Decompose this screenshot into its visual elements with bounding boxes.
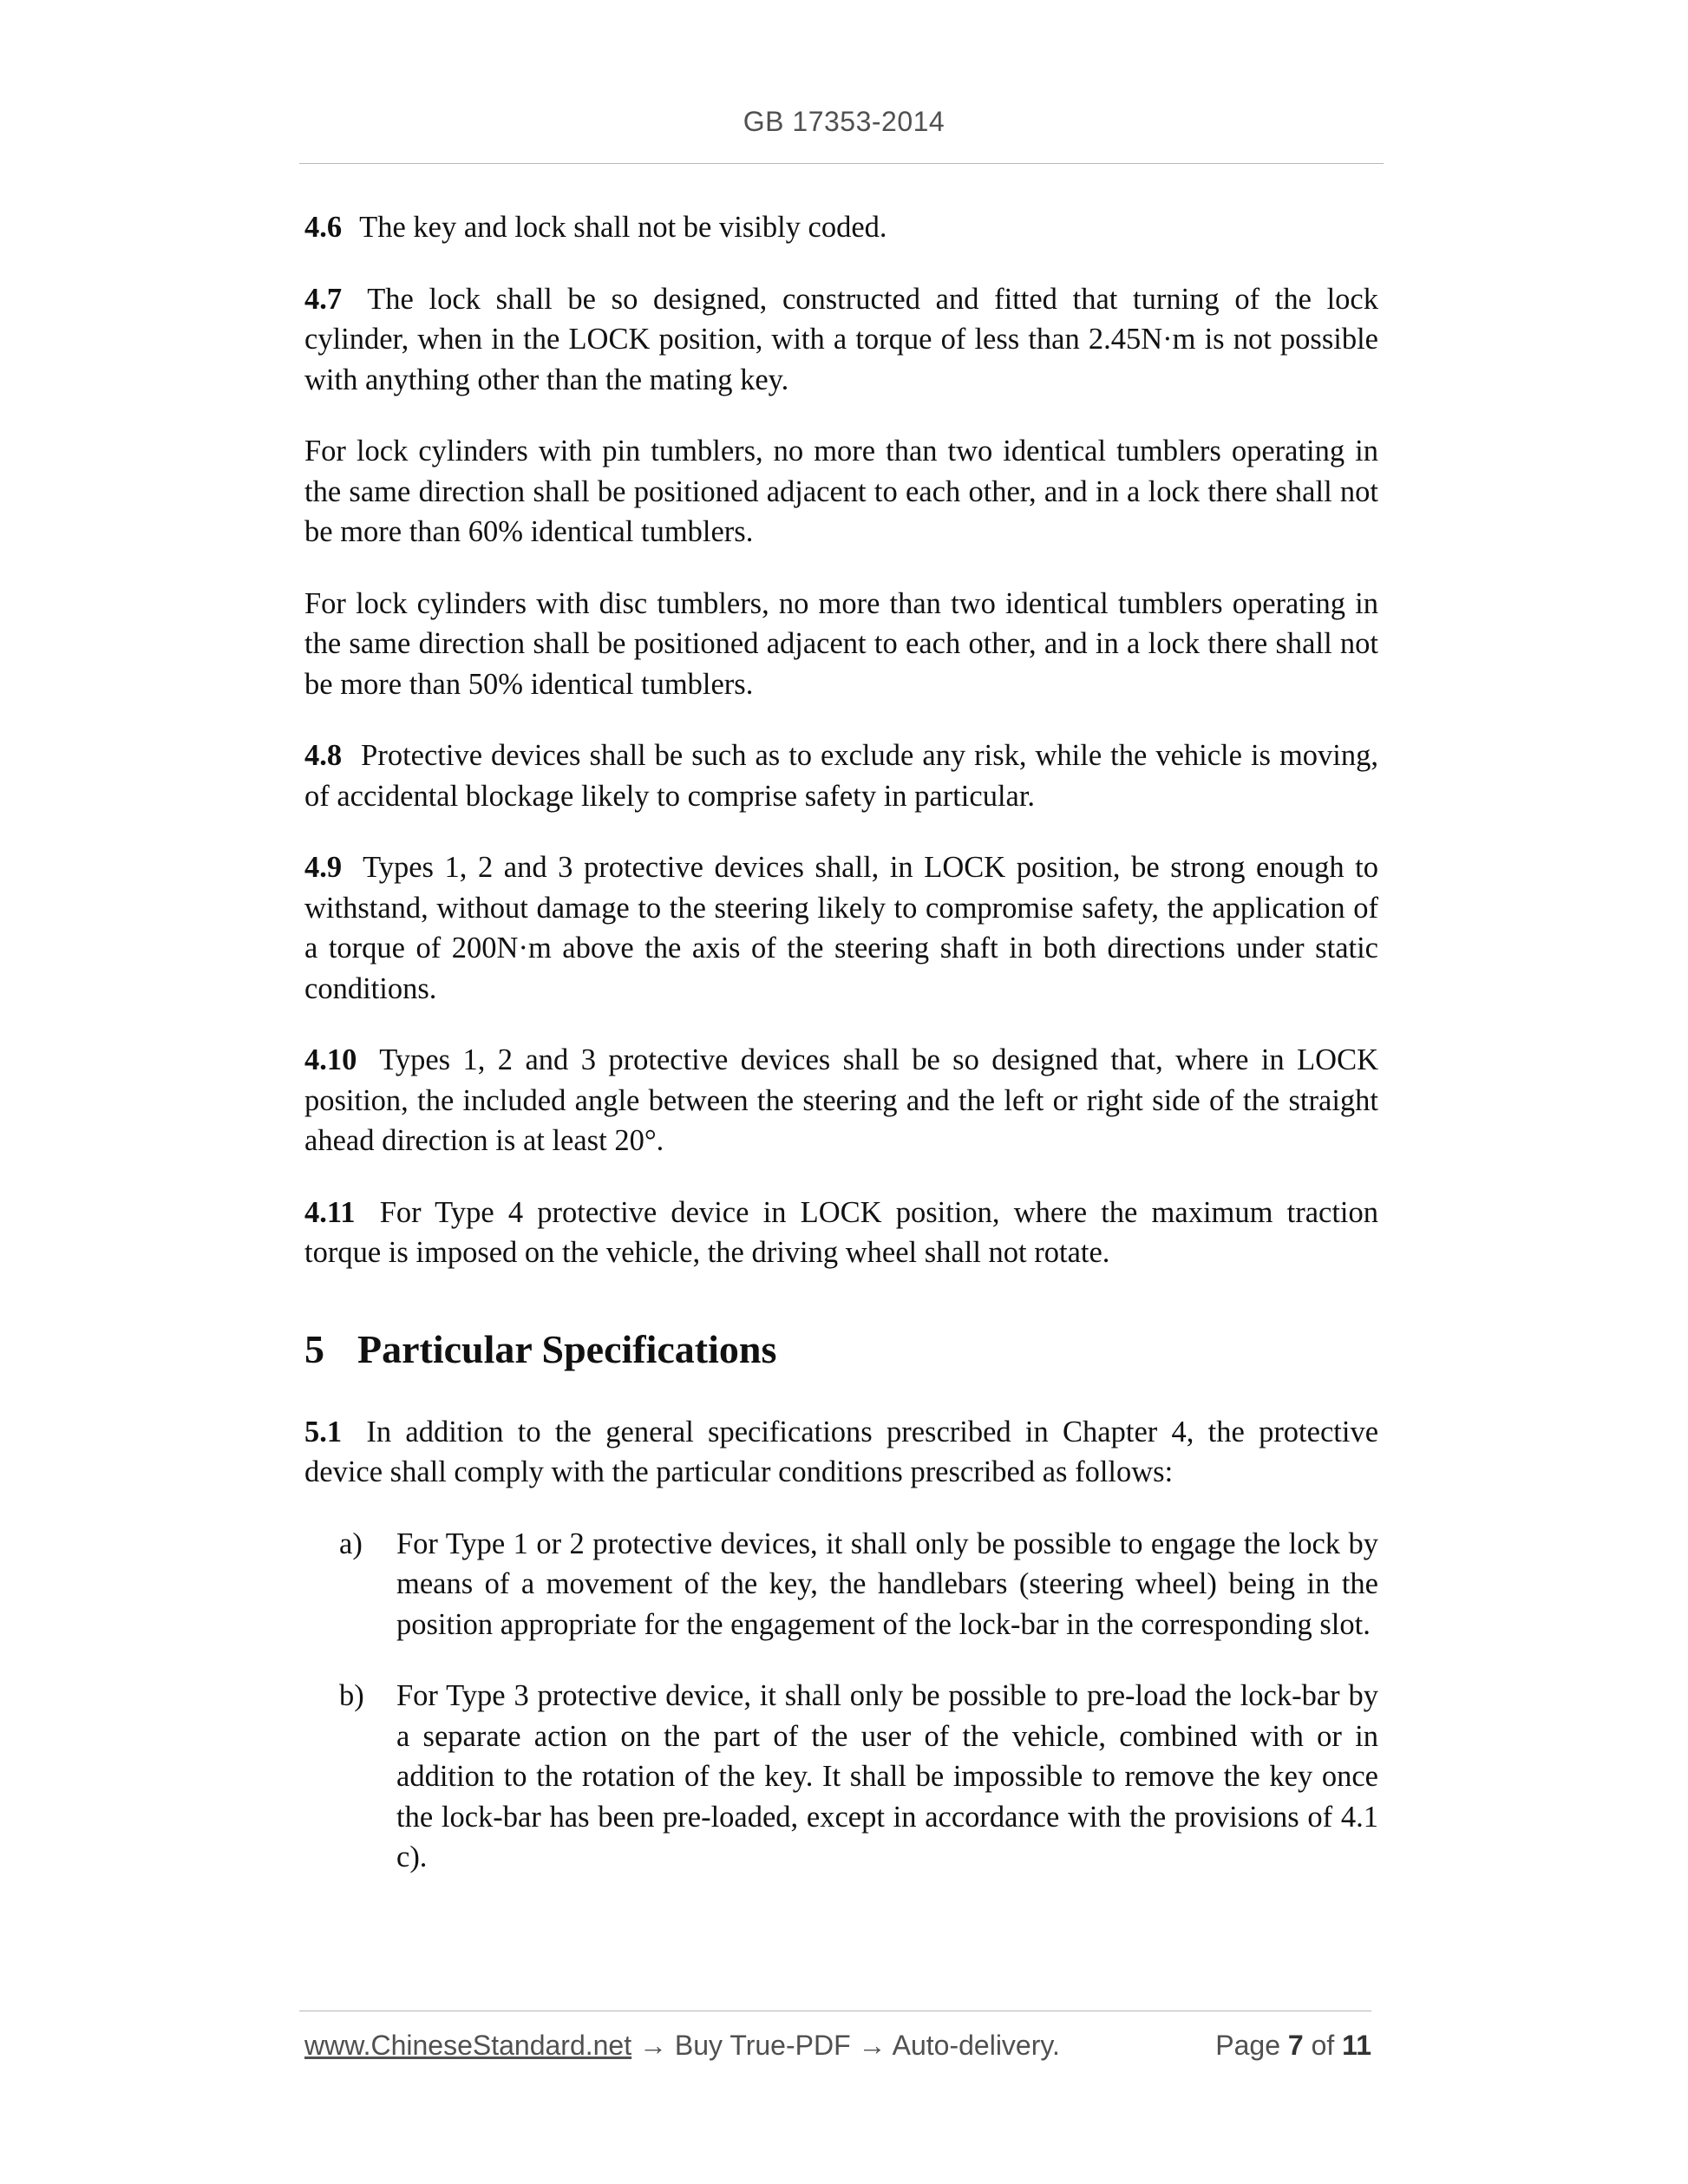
list-marker: a) [339, 1527, 363, 1560]
clause-4-6 [304, 207, 1378, 248]
clause-text: Types 1, 2 and 3 protective devices shall, in LOCK position, be strong enough to withstand, without damage to the steering likely to compromise safety, the application of a torque of 200N·m above the axis of the steering shaft in both directions under static conditions. [304, 851, 1378, 1005]
buy-text: Buy True-PDF [674, 2030, 851, 2061]
list-item [304, 1676, 1378, 1878]
clause-number: 4.11 [304, 1195, 356, 1229]
paragraph-pin-tumblers [304, 431, 1378, 553]
section-heading [304, 1325, 1378, 1374]
list-item-text: For Type 1 or 2 protective devices, it shall only be possible to engage the lock by means of a movement of the key, the handlebars (steering wheel) being in the position appropriate for the engagement of the lock-bar in the corresponding slot. [396, 1527, 1378, 1641]
page-content [304, 207, 1378, 1909]
clause-text: For Type 4 protective device in LOCK position, where the maximum traction torque is imposed on the vehicle, the driving wheel shall not rotate. [304, 1195, 1379, 1269]
paragraph-text: For lock cylinders with disc tumblers, no more than two identical tumblers operating in the same direction shall be positioned adjacent to each other, and in a lock there shall not be more than 50% identical tumblers. [304, 586, 1378, 701]
paragraph-disc-tumblers [304, 584, 1378, 705]
website-link[interactable]: www.ChineseStandard.net [304, 2030, 632, 2061]
clause-4-9 [304, 847, 1378, 1009]
clause-4-7 [304, 279, 1378, 401]
clause-number: 4.8 [304, 739, 343, 772]
footer-promo [304, 2030, 1060, 2062]
arrow-icon: → [639, 2030, 667, 2061]
paragraph-text: For lock cylinders with pin tumblers, no more than two identical tumblers operating in the same direction shall be positioned adjacent to each other, and in a lock there shall not be more than 60% identical tumblers. [304, 435, 1378, 548]
document-header: GB 17353-2014 [743, 106, 945, 137]
page-number [1215, 2030, 1371, 2062]
clause-number: 5.1 [304, 1415, 343, 1448]
clause-4-8 [304, 736, 1378, 816]
clause-4-10 [304, 1040, 1378, 1161]
section-title: Particular Specifications [357, 1326, 777, 1371]
clause-number: 4.6 [304, 211, 343, 244]
current-page: 7 [1287, 2030, 1304, 2061]
clause-5-1 [304, 1412, 1378, 1493]
list-item [304, 1524, 1378, 1645]
clause-text: Protective devices shall be such as to exclude any risk, while the vehicle is moving, of accidental blockage likely to comprise safety in particular. [304, 739, 1379, 813]
header-divider [299, 163, 1384, 164]
clause-text: Types 1, 2 and 3 protective devices shall be so designed that, where in LOCK position, the included angle between the steering and the left or right side of the straight ahead direction is at least 20°. [304, 1043, 1378, 1157]
section-number: 5 [304, 1326, 324, 1371]
clause-number: 4.10 [304, 1043, 357, 1076]
list-marker: b) [339, 1679, 364, 1712]
clause-text: In addition to the general specifications prescribed in Chapter 4, the protective device shall comply with the particular conditions prescribed as follows: [304, 1415, 1379, 1488]
clause-number: 4.9 [304, 851, 343, 884]
clause-text: The key and lock shall not be visibly coded. [359, 211, 887, 244]
total-pages: 11 [1342, 2030, 1371, 2061]
of-label: of [1311, 2030, 1335, 2061]
clause-text: The lock shall be so designed, constructed and fitted that turning of the lock cylinder, when in the LOCK position, with a torque of less than 2.45N·m is not possible with anything other than the mating key. [304, 282, 1378, 396]
list-item-text: For Type 3 protective device, it shall only be possible to pre-load the lock-bar by a separate action on the part of the user of the vehicle, combined with or in addition to the rotation of the key. It shall be impossible to remove the key once the lock-bar has been pre-loaded, except in accordance with the provisions of 4.1 c). [396, 1679, 1378, 1873]
delivery-text: Auto-delivery. [892, 2030, 1060, 2061]
clause-number: 4.7 [304, 282, 343, 316]
arrow-icon: → [858, 2030, 887, 2061]
clause-4-11 [304, 1193, 1378, 1273]
page-label: Page [1215, 2030, 1281, 2061]
